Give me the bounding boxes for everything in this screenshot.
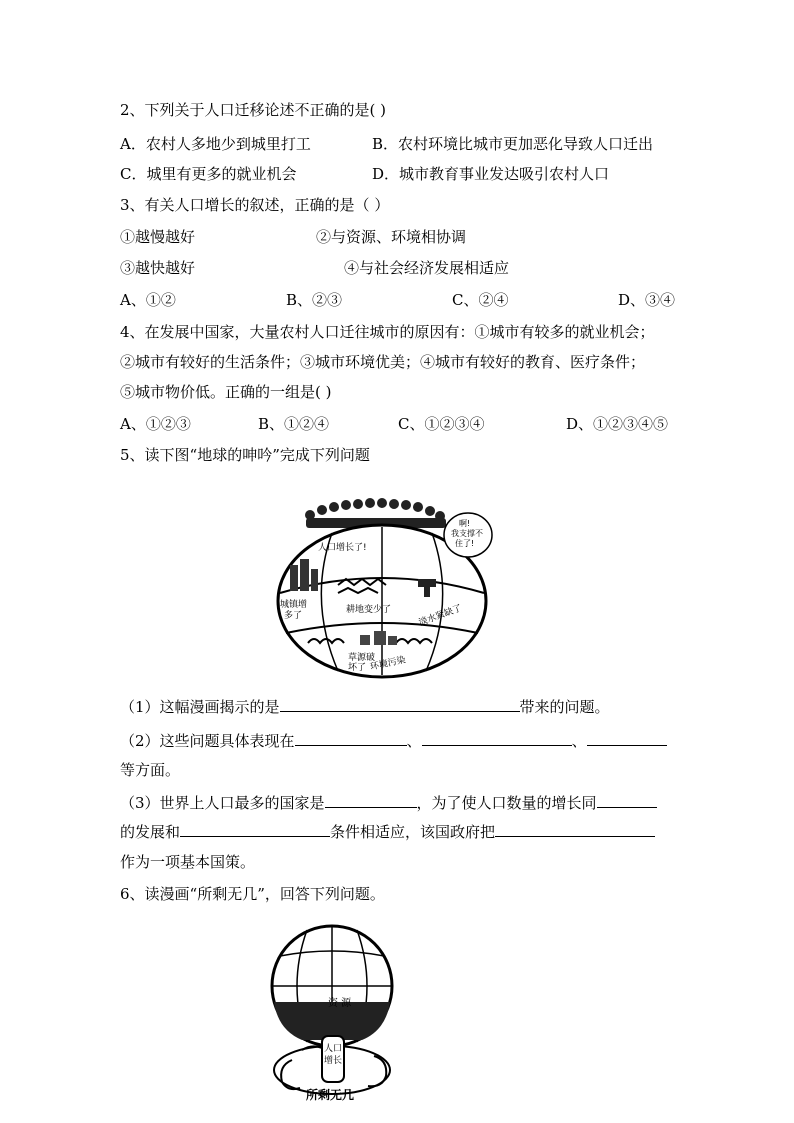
q2-option-a: A．农村人多地少到城里打工 <box>120 135 311 153</box>
q4-option-c: C、①②③④ <box>398 415 485 433</box>
q5-sub-2-blank-3[interactable] <box>587 729 667 746</box>
q4-option-b: B、①②④ <box>258 415 330 433</box>
q5-sub-2-blank-1[interactable] <box>295 729 407 746</box>
q3-stem: 3、有关人口增长的叙述，正确的是（ ） <box>120 196 390 214</box>
cartoon-label-grass-2: 坏了 <box>348 663 367 673</box>
q3-item-1: ①越慢越好 <box>120 228 196 246</box>
q5-sub-2-separator-2: 、 <box>571 732 587 750</box>
q2-option-d: D．城市教育事业发达吸引农村人口 <box>372 165 610 183</box>
q3-option-b: B、②③ <box>286 291 343 309</box>
q5-sub-3-blank-3[interactable] <box>180 820 330 837</box>
q3-item-3: ③越快越好 <box>120 259 196 277</box>
cartoon-label-population: 人口增长了! <box>318 543 367 553</box>
q4-line-3: ⑤城市物价低。正确的一组是( ) <box>120 383 332 401</box>
q4-option-d: D、①②③④⑤ <box>566 415 669 433</box>
cartoon-label-water: 淡水紧缺了 <box>417 603 464 629</box>
cartoon-label-people-1: 人口 <box>324 1044 343 1054</box>
q3-option-a: A、①② <box>120 291 176 309</box>
q3-option-c: C、②④ <box>452 291 509 309</box>
q2-stem: 2、下列关于人口迁移论述不正确的是( ) <box>120 101 387 119</box>
earth-groaning-cartoon <box>268 493 496 683</box>
q5-sub-2 <box>120 729 667 751</box>
q4-line-2: ②城市有较好的生活条件；③城市环境优美；④城市有较好的教育、医疗条件； <box>120 353 646 371</box>
q5-sub-3-line-2 <box>120 820 655 842</box>
q5-sub-3-middle: ，为了使人口数量的增长同 <box>416 794 597 812</box>
q2-option-c: C．城里有更多的就业机会 <box>120 165 297 183</box>
cartoon-caption: 所剩无几 <box>306 1088 355 1102</box>
q5-sub-2-end: 等方面。 <box>120 761 181 779</box>
q5-sub-2-separator-1: 、 <box>406 732 422 750</box>
q2-option-b: B．农村环境比城市更加恶化导致人口迁出 <box>372 135 654 153</box>
cartoon-label-town-2: 多了 <box>284 611 303 621</box>
q5-sub-2-blank-2[interactable] <box>422 729 572 746</box>
cartoon-label-pollution: 环境污染 <box>369 655 407 673</box>
q6-stem: 6、读漫画“所剩无几”，回答下列问题。 <box>120 885 385 903</box>
q3-item-2: ②与资源、环境相协调 <box>316 228 467 246</box>
cartoon-label-grass-1: 草源破 <box>348 653 376 663</box>
q5-sub-3-end: 作为一项基本国策。 <box>120 853 256 871</box>
q5-sub-1-prefix: （1）这幅漫画揭示的是 <box>120 698 280 716</box>
remaining-little-cartoon <box>262 920 402 1106</box>
cartoon-bubble-line-2: 我支撑不 <box>451 529 483 538</box>
cartoon-label-town-1: 城镇增 <box>280 600 308 610</box>
q5-sub-3-prefix: （3）世界上人口最多的国家是 <box>120 794 325 812</box>
q3-item-4: ④与社会经济发展相适应 <box>344 259 510 277</box>
q5-stem: 5、读下图“地球的呻吟”完成下列问题 <box>120 446 370 464</box>
cartoon-label-resource: 资 源 <box>328 998 352 1009</box>
q5-sub-2-prefix: （2）这些问题具体表现在 <box>120 732 295 750</box>
q5-sub-3-line-1 <box>120 791 657 813</box>
cartoon-label-people-2: 增长 <box>324 1056 343 1066</box>
q5-sub-1-suffix: 带来的问题。 <box>519 698 610 716</box>
cartoon-bubble-line-3: 住了! <box>455 539 475 548</box>
q5-sub-1 <box>120 695 610 717</box>
q5-sub-3-line-2-a: 的发展和 <box>120 823 181 841</box>
cartoon-label-farmland: 耕地变少了 <box>346 605 392 615</box>
q5-sub-1-blank[interactable] <box>280 695 520 712</box>
q5-sub-3-blank-1[interactable] <box>325 791 417 808</box>
q5-sub-3-line-2-b: 条件相适应，该国政府把 <box>330 823 496 841</box>
q5-sub-3-blank-2[interactable] <box>597 791 657 808</box>
cartoon-bubble-line-1: 啊! <box>459 519 471 528</box>
q3-option-d: D、③④ <box>618 291 676 309</box>
q4-option-a: A、①②③ <box>120 415 191 433</box>
q4-line-1: 4、在发展中国家，大量农村人口迁往城市的原因有：①城市有较多的就业机会； <box>120 323 655 341</box>
remaining-little-drawing <box>262 920 402 1106</box>
q5-sub-3-blank-4[interactable] <box>495 820 655 837</box>
